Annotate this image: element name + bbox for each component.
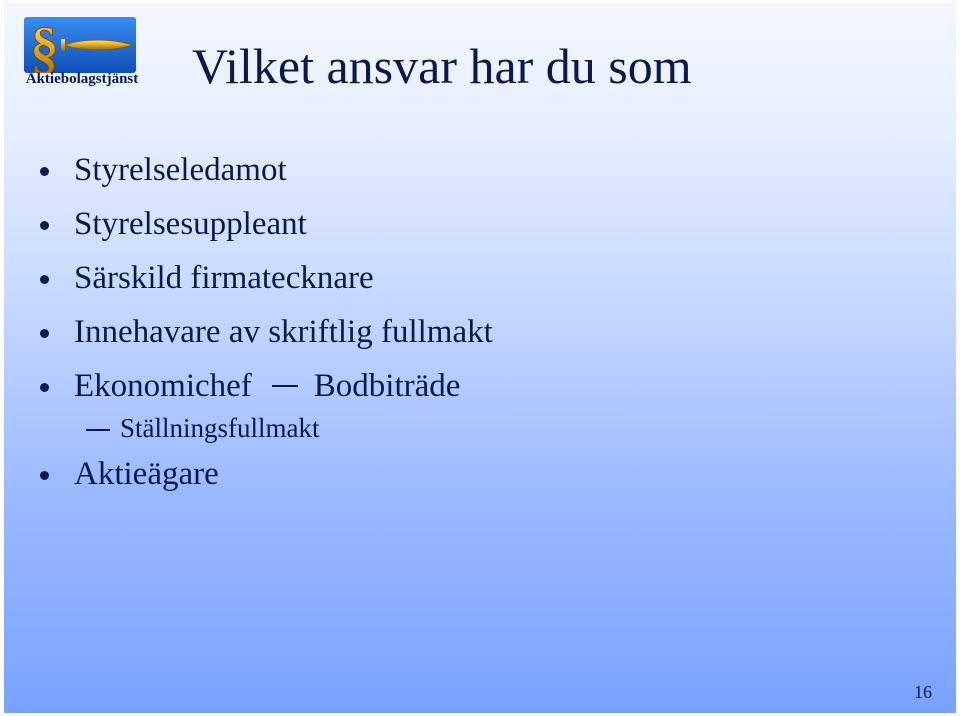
bullet-text: Särskild firmatecknare — [74, 260, 374, 296]
bullet-item — [38, 305, 493, 359]
page-number: 16 — [914, 682, 932, 702]
slide — [4, 3, 956, 713]
bullet-item — [38, 447, 493, 501]
dash-separator — [272, 385, 298, 387]
bullet-text: Aktieägare — [74, 456, 219, 492]
logo-text: Aktiebolagstjänst — [25, 71, 139, 87]
bullet-text: Styrelseledamot — [74, 152, 287, 188]
bullet-item — [38, 359, 493, 413]
company-logo — [18, 15, 138, 95]
sub-bullet-dash — [86, 429, 110, 431]
sub-bullet-item — [38, 407, 493, 449]
svg-text:§: § — [30, 17, 59, 73]
bullet-text: Ekonomichef — [74, 368, 252, 404]
bullet-item — [38, 197, 493, 251]
bullet-item — [38, 143, 493, 197]
section-sign-icon — [24, 17, 136, 73]
bullet-extra-text: Bodbiträde — [313, 368, 461, 404]
sub-bullet-text: Ställningsfullmakt — [120, 413, 320, 443]
bullet-text: Styrelsesuppleant — [74, 206, 307, 242]
bullet-item — [38, 251, 493, 305]
bullet-text: Innehavare av skriftlig fullmakt — [74, 314, 493, 350]
slide-title: Vilket ansvar har du som — [192, 38, 692, 94]
bullet-list — [38, 143, 493, 501]
